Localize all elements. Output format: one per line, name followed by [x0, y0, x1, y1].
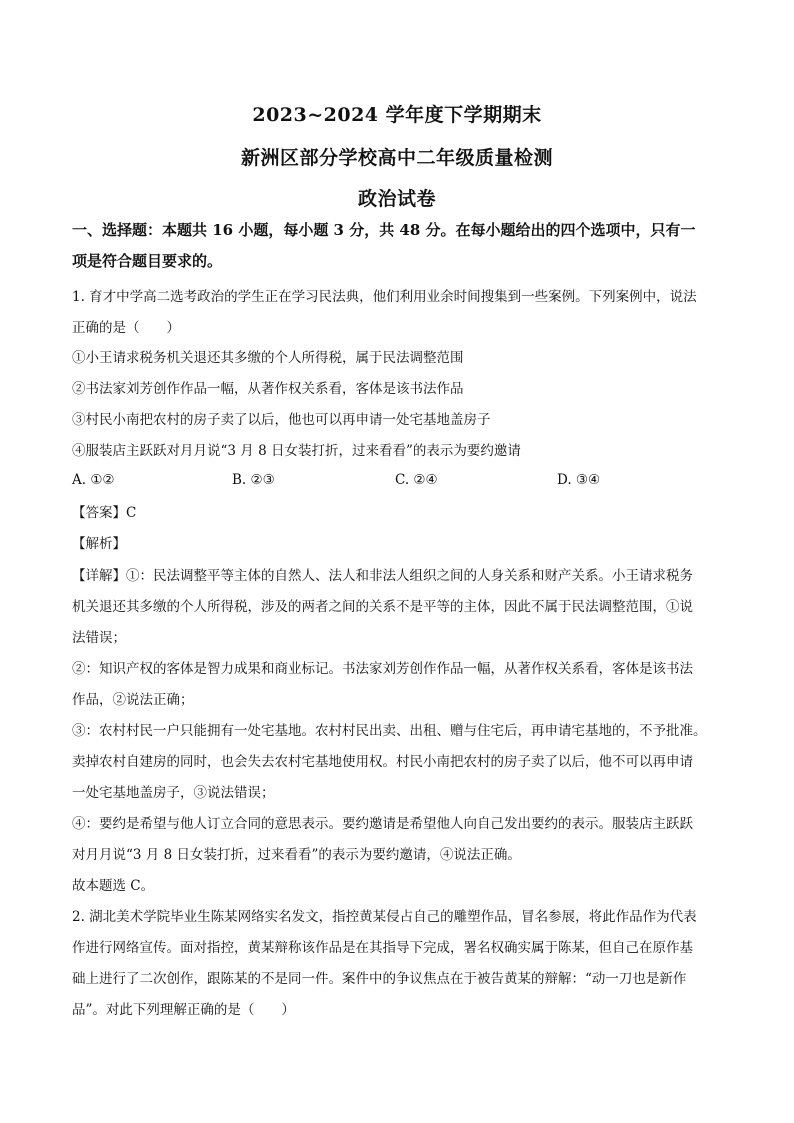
q1-option-a: A. ①②: [72, 472, 115, 488]
q1-detail-1b: 机关退还其多缴的个人所得税，涉及的两者之间的关系不是平等的主体，因此不属于民法调整范围，①说: [72, 599, 693, 615]
q1-detail-3b: 卖掉农村自建房的同时，也会失去农村宅基地使用权。村民小南把农村的房子卖了以后，他不可以再申请: [72, 754, 693, 770]
q1-detail-2a: ②：知识产权的客体是智力成果和商业标记。书法家刘芳创作作品一幅，从著作权关系看，客体是该书法: [72, 661, 693, 677]
q1-stem-line1: 1. 育才中学高二选考政治的学生正在学习民法典，他们利用业余时间搜集到一些案例。下列案例中，说法: [72, 289, 697, 305]
exam-title-school: 新洲区部分学校高中二年级质量检测: [240, 147, 553, 169]
q1-detail-3a: ③：农村村民一户只能拥有一处宅基地。农村村民出卖、出租、赠与住宅后，再申请宅基地的，不予批准。: [72, 723, 707, 739]
q2-stem-line4: 品”。对此下列理解正确的是（ ）: [72, 1002, 295, 1018]
q2-stem-line2: 作进行网络宣传。面对指控，黄某辩称该作品是在其指导下完成，署名权确实属于陈某，但自己在原作基: [72, 940, 693, 956]
exam-title-subject: 政治试卷: [357, 188, 436, 210]
q1-analysis-label: 【解析】: [72, 536, 126, 552]
q1-detail-2b: 作品，②说法正确；: [72, 692, 194, 708]
q1-item-4: ④服装店主跃跃对月月说“3 月 8 日女装打折，过来看看”的表示为要约邀请: [72, 443, 521, 459]
q1-conclusion: 故本题选 C。: [72, 878, 155, 894]
section-heading-line2: 项是符合题目要求的。: [72, 252, 223, 270]
exam-title-term: 2023~2024 学年度下学期期末: [252, 104, 542, 126]
q1-item-2: ②书法家刘芳创作作品一幅，从著作权关系看，客体是该书法作品: [72, 381, 464, 397]
q2-stem-line3: 础上进行了二次创作，跟陈某的不是同一件。案件中的争议焦点在于被告黄某的辩解：“动一刀也是新作: [72, 971, 687, 987]
q2-stem-line1: 2. 湖北美术学院毕业生陈某网络实名发文，指控黄某侵占自己的雕塑作品，冒名参展，将此作品作为代表: [72, 909, 697, 925]
q1-item-3: ③村民小南把农村的房子卖了以后，他也可以再申请一处宅基地盖房子: [72, 412, 491, 428]
section-heading-line1: 一、选择题：本题共 16 小题，每小题 3 分，共 48 分。在每小题给出的四个选项中，只有一: [72, 221, 696, 239]
q1-detail-3c: 一处宅基地盖房子，③说法错误；: [72, 785, 275, 801]
q1-detail-4a: ④：要约是希望与他人订立合同的意思表示。要约邀请是希望他人向自己发出要约的表示。服装店主跃跃: [72, 816, 693, 832]
q1-detail-1c: 法错误；: [72, 630, 126, 646]
q1-stem-line2: 正确的是（ ）: [72, 320, 180, 336]
q1-option-c: C. ②④: [395, 472, 438, 488]
q1-option-d: D. ③④: [557, 472, 601, 488]
q1-answer: 【答案】C: [72, 505, 137, 521]
q1-detail-4b: 对月月说“3 月 8 日女装打折，过来看看”的表示为要约邀请，④说法正确。: [72, 847, 521, 863]
q1-detail-1a: 【详解】①：民法调整平等主体的自然人、法人和非法人组织之间的人身关系和财产关系。小王请求税务: [72, 568, 693, 584]
q1-option-b: B. ②③: [232, 472, 275, 488]
section-heading: [72, 215, 732, 277]
q1-item-1: ①小王请求税务机关退还其多缴的个人所得税，属于民法调整范围: [72, 350, 464, 366]
